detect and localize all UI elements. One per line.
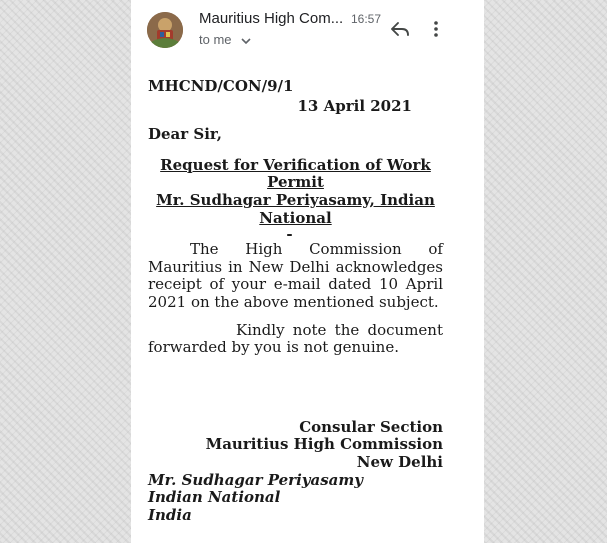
sender-avatar[interactable] — [147, 12, 183, 48]
background-right — [484, 0, 607, 543]
signature-line-3: New Delhi — [356, 452, 443, 471]
reference-number: MHCND/CON/9/1 — [148, 77, 294, 95]
email-header — [131, 0, 484, 58]
salutation: Dear Sir, — [148, 125, 222, 144]
more-options-button[interactable] — [427, 17, 445, 41]
reply-icon — [390, 21, 410, 37]
reply-button[interactable] — [387, 17, 413, 41]
more-vert-icon — [434, 21, 438, 37]
subject-line-1: Request for Verification of Work Permit — [160, 155, 431, 192]
email-card — [131, 0, 484, 543]
email-time: 16:57 — [351, 12, 382, 26]
background-left — [0, 0, 131, 543]
recipient-line-3: India — [148, 505, 192, 524]
recipient-line-1: Mr. Sudhagar Periyasamy — [148, 470, 363, 489]
paragraph-acknowledgement: The High Commission of Mauritius in New Delhi acknowledges receipt of your e-mail dated 10 April 2021 on the above mentioned subject. — [148, 240, 443, 311]
letter-date: 13 April 2021 — [297, 96, 412, 115]
sender-name[interactable]: Mauritius High Com... — [199, 10, 344, 27]
signature-line-1: Consular Section — [299, 417, 443, 436]
paragraph-not-genuine: Kindly note the document forwarded by you is not genuine. — [148, 320, 443, 357]
recipient-line-2: Indian National — [148, 488, 281, 507]
recipient-line: to me — [199, 32, 232, 47]
subject-line-2: Mr. Sudhagar Periyasamy, Indian National — [156, 190, 435, 227]
letter-body — [148, 78, 443, 524]
signature-line-2: Mauritius High Commission — [205, 435, 443, 454]
crest-icon — [147, 12, 183, 48]
recipient-details-toggle[interactable] — [199, 32, 251, 47]
chevron-down-icon — [241, 38, 251, 44]
dash-mark: - — [286, 225, 293, 244]
